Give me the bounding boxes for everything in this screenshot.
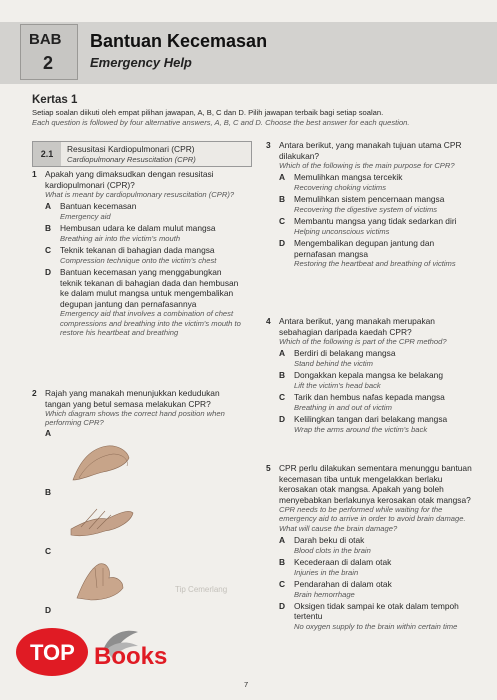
tip-heading: Tip Cemerlang	[175, 585, 228, 594]
option	[45, 267, 244, 337]
logo-word-books: Books	[94, 643, 168, 670]
option-letter: B	[45, 223, 52, 234]
option-text: Darah beku di otak	[294, 535, 365, 546]
question-number: 4	[266, 316, 271, 326]
question-text: CPR perlu dilakukan sementara menunggu bantuan kecemasan tiba untuk mengelakkan berlaku kerosakan otak mangsa. Apakah yang boleh menyebabkan berlakunya kerosakan otak mangsa?	[279, 463, 472, 505]
option-text: Mengembalikan degupan jantung dan pernafasan mangsa	[294, 238, 435, 259]
instruction-en: Each question is followed by four alternative answers, A, B, C and D. Choose the best answer for each question.	[32, 118, 410, 127]
option-letter: B	[279, 370, 286, 381]
option	[279, 392, 476, 412]
question-number: 1	[32, 169, 37, 179]
option	[279, 601, 476, 631]
image-label: D	[45, 604, 52, 615]
option-text: Berdiri di belakang mangsa	[294, 348, 396, 359]
option-text-en: Breathing in and out of victim	[294, 402, 392, 412]
option-letter: C	[279, 392, 286, 403]
image-label: C	[45, 545, 52, 556]
question-text: Antara berikut, yang manakah merupakan sebahagian daripada kaedah CPR?	[279, 316, 435, 337]
option	[45, 245, 244, 265]
question-1	[32, 169, 244, 337]
question-3	[266, 140, 476, 269]
image-label: A	[45, 427, 52, 438]
question-text-en: Which of the following is part of the CPR method?	[279, 337, 447, 346]
option	[279, 172, 476, 192]
page-number: 7	[244, 680, 249, 689]
hand-position-image-a	[67, 440, 137, 484]
question-number: 2	[32, 388, 37, 398]
image-label: B	[45, 486, 52, 497]
option-letter: D	[45, 267, 52, 278]
logo-word-top: TOP	[30, 640, 75, 665]
option-text-en: Emergency aid that involves a combination of chest compressions and breathing into the victim's mouth to restore his heartbeat and breathing	[60, 309, 241, 337]
question-number: 3	[266, 140, 271, 150]
question-text: Apakah yang dimaksudkan dengan resusitasi kardiopulmonari (CPR)?	[45, 169, 214, 190]
question-text-en: Which of the following is the main purpose for CPR?	[279, 161, 455, 170]
option-letter: D	[279, 414, 286, 425]
chapter-number: 2	[43, 53, 54, 73]
question-5	[266, 463, 476, 631]
question-text-en: What is meant by cardiopulmonary resuscitation (CPR)?	[45, 190, 235, 199]
question-text-en: CPR needs to be performed while waiting for the emergency aid to arrive in order to avoid brain damage. What will cause the brain damage?	[279, 505, 466, 533]
option-text: Bantuan kecemasan yang menggabungkan teknik tekanan di bahagian dada dan hembusan ke dalam mulut mangsa untuk mengembalikan degupan jantung dan pernafasannya	[60, 267, 239, 309]
option-text-en: Recovering choking victims	[294, 182, 387, 192]
chapter-title: Bantuan Kecemasan	[90, 31, 268, 51]
option	[279, 194, 476, 214]
option-letter: B	[279, 194, 286, 205]
option-letter: C	[279, 579, 286, 590]
hand-position-image-b	[67, 499, 137, 543]
option-text: Kelilingkan tangan dari belakang mangsa	[294, 414, 448, 425]
chapter-badge	[20, 24, 78, 80]
option-text-en: Stand behind the victim	[294, 358, 373, 368]
chapter-subtitle: Emergency Help	[90, 55, 192, 70]
topic-number: 2.1	[33, 142, 61, 166]
option-text: Memulihkan sistem pencernaan mangsa	[294, 194, 445, 205]
option-text: Bantuan kecemasan	[60, 201, 137, 212]
option-letter: D	[279, 238, 286, 249]
paper-title: Kertas 1	[32, 94, 78, 106]
option-text-en: No oxygen supply to the brain within certain time	[294, 621, 458, 631]
option-letter: C	[45, 245, 52, 256]
option-text-en: Brain hemorrhage	[294, 589, 355, 599]
question-4	[266, 316, 476, 434]
option-letter: B	[279, 557, 286, 568]
option	[279, 535, 476, 555]
option-text-en: Compression technique onto the victim's chest	[60, 255, 217, 265]
instruction-ms: Setiap soalan diikuti oleh empat pilihan jawapan, A, B, C dan D. Pilih jawapan terbaik bagi setiap soalan.	[32, 108, 384, 117]
option	[45, 223, 244, 243]
option-letter: A	[45, 201, 52, 212]
question-text: Antara berikut, yang manakah tujuan utama CPR dilakukan?	[279, 140, 462, 161]
option-text: Dongakkan kepala mangsa ke belakang	[294, 370, 443, 381]
chapter-label: BAB	[29, 31, 62, 48]
topic-title: Resusitasi Kardiopulmonari (CPR)	[67, 144, 195, 154]
option-text-en: Helping unconscious victims	[294, 226, 390, 236]
topbooks-logo	[14, 622, 198, 680]
option-text: Kecederaan di dalam otak	[294, 557, 392, 568]
question-text: Rajah yang manakah menunjukkan kedudukan tangan yang betul semasa melakukan CPR?	[45, 388, 220, 409]
option-letter: A	[279, 348, 286, 359]
topic-subtitle: Cardiopulmonary Resuscitation (CPR)	[67, 155, 196, 164]
question-2	[32, 388, 244, 615]
option-text-en: Injuries in the brain	[294, 567, 359, 577]
topic-box	[32, 141, 252, 167]
option-text-en: Restoring the heartbeat and breathing of victims	[294, 259, 456, 269]
option-text: Tarik dan hembus nafas kepada mangsa	[294, 392, 445, 403]
option	[279, 557, 476, 577]
option-text-en: Blood clots in the brain	[294, 545, 371, 555]
option	[279, 238, 476, 268]
option-text: Pendarahan di dalam otak	[294, 579, 392, 590]
option	[279, 348, 476, 368]
option-text: Teknik tekanan di bahagian dada mangsa	[60, 245, 215, 256]
option-letter: A	[279, 535, 286, 546]
option-letter: C	[279, 216, 286, 227]
question-number: 5	[266, 463, 271, 473]
hand-position-image-c	[67, 558, 137, 602]
option	[279, 216, 476, 236]
option-text-en: Breathing air into the victim's mouth	[60, 233, 181, 243]
option-letter: D	[279, 600, 286, 611]
option-text-en: Recovering the digestive system of victims	[294, 204, 438, 214]
option	[279, 370, 476, 390]
option-letter: A	[279, 172, 286, 183]
option-text: Oksigen tidak sampai ke otak dalam tempoh tertentu	[294, 600, 459, 622]
option-text: Hembusan udara ke dalam mulut mangsa	[60, 223, 216, 234]
option-text: Memulihkan mangsa tercekik	[294, 172, 403, 183]
option	[279, 579, 476, 599]
option-text-en: Lift the victim's head back	[294, 380, 381, 390]
option	[279, 414, 476, 434]
option-text: Membantu mangsa yang tidak sedarkan diri	[294, 216, 457, 227]
instructions	[32, 108, 472, 127]
option-text-en: Emergency aid	[60, 211, 111, 221]
option	[45, 201, 244, 221]
option-text-en: Wrap the arms around the victim's back	[294, 424, 428, 434]
question-text-en: Which diagram shows the correct hand position when performing CPR?	[45, 409, 225, 428]
